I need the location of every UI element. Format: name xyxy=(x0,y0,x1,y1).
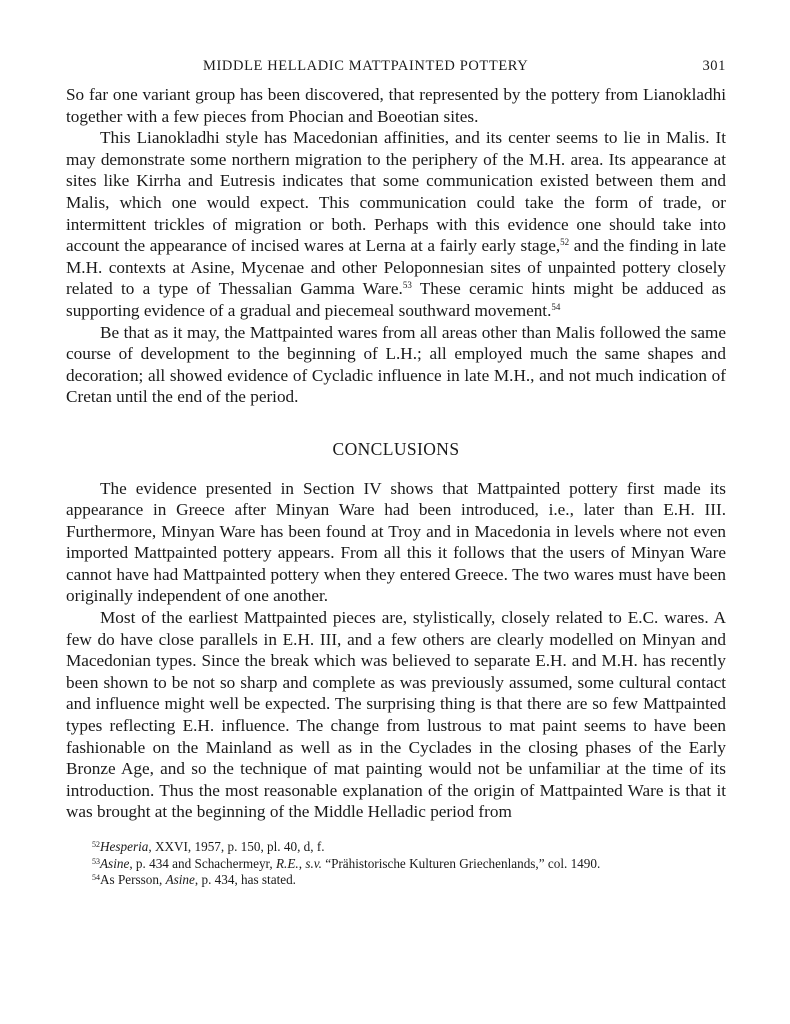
footnote-number: 54 xyxy=(92,873,100,882)
footnote-italic: s.v. xyxy=(305,855,322,871)
footnote-italic: R.E. xyxy=(276,855,299,871)
footnote-text: , xyxy=(298,855,306,871)
footnote-text: “Prähistorische Kulturen Griechenlands,” col. 1490. xyxy=(321,855,601,871)
paragraph-text: and the finding in late M.H. contexts at Asine, Mycenae and other Peloponnesian sites of unpainted pottery closely related to a type of Thessalian Gamma Ware. xyxy=(66,236,727,299)
page-number: 301 xyxy=(702,58,726,74)
paragraph xyxy=(66,607,726,823)
footnote-53 xyxy=(66,856,726,873)
footnote-text: , p. 434, has stated. xyxy=(194,872,296,887)
footnote-ref[interactable]: 52 xyxy=(560,237,570,248)
footnote-italic: Asine xyxy=(100,855,130,871)
footnote-text: As Persson, xyxy=(100,872,166,887)
footnote-text: , XXVI, 1957, p. 150, pl. 40, d, f. xyxy=(148,839,325,854)
footnote-text: , p. 434 and Schachermeyr, xyxy=(129,855,276,871)
page-header xyxy=(66,58,726,84)
footnote-italic: Asine xyxy=(165,872,195,887)
paragraph xyxy=(66,84,726,127)
paragraph-text: Be that as it may, the Mattpainted wares from all areas other than Malis followed the same course of development to the beginning of L.H.; all employed much the same shapes and decoration; all showed evidence of Cycladic influence in late M.H., and not much indication of Cretan until the end of the period. xyxy=(66,322,726,407)
paragraph-text: These ceramic hints might be adduced as supporting evidence of a gradual and piecemeal southward movement. xyxy=(66,279,726,320)
paragraph-text: Most of the earliest Mattpainted pieces are, stylistically, closely related to E.C. wares. A few do have close parallels in E.H. III, and a few others are clearly modelled on Minyan and Macedonian types. Since the break which was believed to separate E.H. and M.H. has recently been shown to be not so sharp and complete as was previously assumed, some cultural contact and influence might well be expected. The surprising thing is that there are so few Mattpainted types reflecting E.H. influence. The change from lustrous to mat paint seems to have been fashionable on the Mainland as well as in the Cyclades in the closing phases of the Early Bronze Age, and so the technique of mat painting would not be unfamiliar at the time of its introduction. Thus the most reasonable explanation of the origin of Mattpainted Ware is that it was brought at the beginning of the Middle Helladic period from xyxy=(66,608,726,822)
paragraph-text: This Lianokladhi style has Macedonian affinities, and its center seems to lie in Malis. It may demonstrate some northern migration to the periphery of the M.H. area. Its appearance at sites like Kirrha and Eutresis indicates that some communication existed between them and Malis, which one would expect. This communication could take the form of trade, or intermittent trickles of migration or both. Perhaps with this evidence one should take into account the appearance of incised wares at Lerna at a fairly early stage, xyxy=(66,128,726,256)
footnote-ref[interactable]: 53 xyxy=(402,280,412,291)
footnote-52 xyxy=(66,839,726,856)
running-title: MIDDLE HELLADIC MATTPAINTED POTTERY xyxy=(203,58,529,74)
paragraph-text: So far one variant group has been discovered, that represented by the pottery from Lianokladhi together with a few pieces from Phocian and Boeotian sites. xyxy=(66,85,726,126)
paragraph-text: The evidence presented in Section IV shows that Mattpainted pottery first made its appearance in Greece after Minyan Ware had been introduced, i.e., later than E.H. III. Furthermore, Minyan Ware has been found at Troy and in Macedonia in levels where not even imported Mattpainted pottery appears. From all this it follows that the users of Minyan Ware cannot have had Mattpainted pottery when they entered Greece. The two wares must have been originally independent of one another. xyxy=(66,478,726,606)
footnote-number: 52 xyxy=(92,840,100,849)
paragraph xyxy=(66,322,726,408)
section-heading: CONCLUSIONS xyxy=(332,438,460,459)
footnote-number: 53 xyxy=(92,856,100,866)
footnote-54 xyxy=(66,872,726,889)
paragraph xyxy=(66,127,726,321)
footnote-italic: Hesperia xyxy=(100,839,149,854)
body-text xyxy=(66,84,726,823)
footnote-ref[interactable]: 54 xyxy=(551,301,561,312)
paragraph xyxy=(66,478,726,608)
footnotes xyxy=(66,839,726,889)
document-page xyxy=(66,58,726,889)
